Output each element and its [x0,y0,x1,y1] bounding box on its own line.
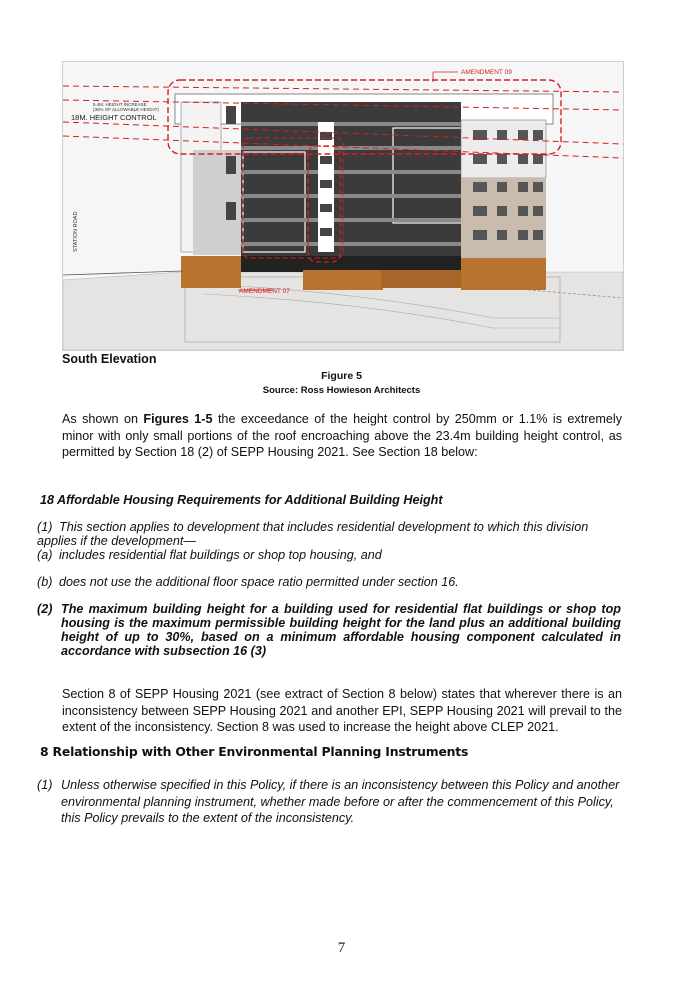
amendment-09-label: AMENDMENT 09 [461,69,512,76]
section-18-clause-a: (a) includes residential flat buildings or shop top housing, and [37,548,382,562]
section-18-heading: 18 Affordable Housing Requirements for Additional Building Height [40,493,443,507]
svg-text:(30% OF ALLOWABLE HEIGHT): (30% OF ALLOWABLE HEIGHT) [93,107,159,112]
section-18-clause-2: (2) The maximum building height for a building used for residential flat buildings or shop top housing is the maximum permissible building height for the land plus an additional building height of up to 30%, based on a minimum affordable housing component calculated in accordance with subsection 16 (3) [37,602,621,658]
intro-paragraph: As shown on Figures 1-5 the exceedance of the height control by 250mm or 1.1% is extremely minor with only small portions of the roof encroaching above the 23.4m building height control, as permitted by Section 18 (2) of SEPP Housing 2021. See Section 18 below: [62,412,623,459]
section-8-clause-1: (1) Unless otherwise specified in this Policy, if there is an inconsistency between this Policy and another environmental planning instrument, whether made before or after the commencement of this Policy, this Policy prevails to the extent of the inconsistency. [37,778,620,825]
section-18-clause-1: (1) This section applies to development that includes residential development to which this division applies if the development— [37,520,589,548]
figure-title: Figure 5 [321,370,362,382]
amendment-07-label: AMENDMENT 07 [239,288,290,295]
section-8-paragraph: Section 8 of SEPP Housing 2021 (see extract of Section 8 below) states that wherever there is an inconsistency between SEPP Housing 2021 and another EPI, SEPP Housing 2021 will prevail to the extent of the inconsistency. Section 8 was used to increase the height above CLEP 2021. [62,687,622,734]
height-control-label: 18M. HEIGHT CONTROL [71,113,157,122]
figures-reference: Figures 1-5 [143,412,213,426]
south-elevation-figure [62,61,624,351]
building-elevation-drawing [63,62,623,350]
station-road-label: STATION ROAD [73,211,79,252]
height-increase-label: 5.4M. HEIGHT INCREASE [93,102,147,107]
page-number: 7 [337,940,346,956]
figure-caption: South Elevation [62,352,157,366]
figure-source: Source: Ross Howieson Architects [262,385,421,396]
section-18-clause-b: (b) does not use the additional floor space ratio permitted under section 16. [37,575,459,589]
section-8-heading: 8 Relationship with Other Environmental Planning Instruments [40,744,469,759]
